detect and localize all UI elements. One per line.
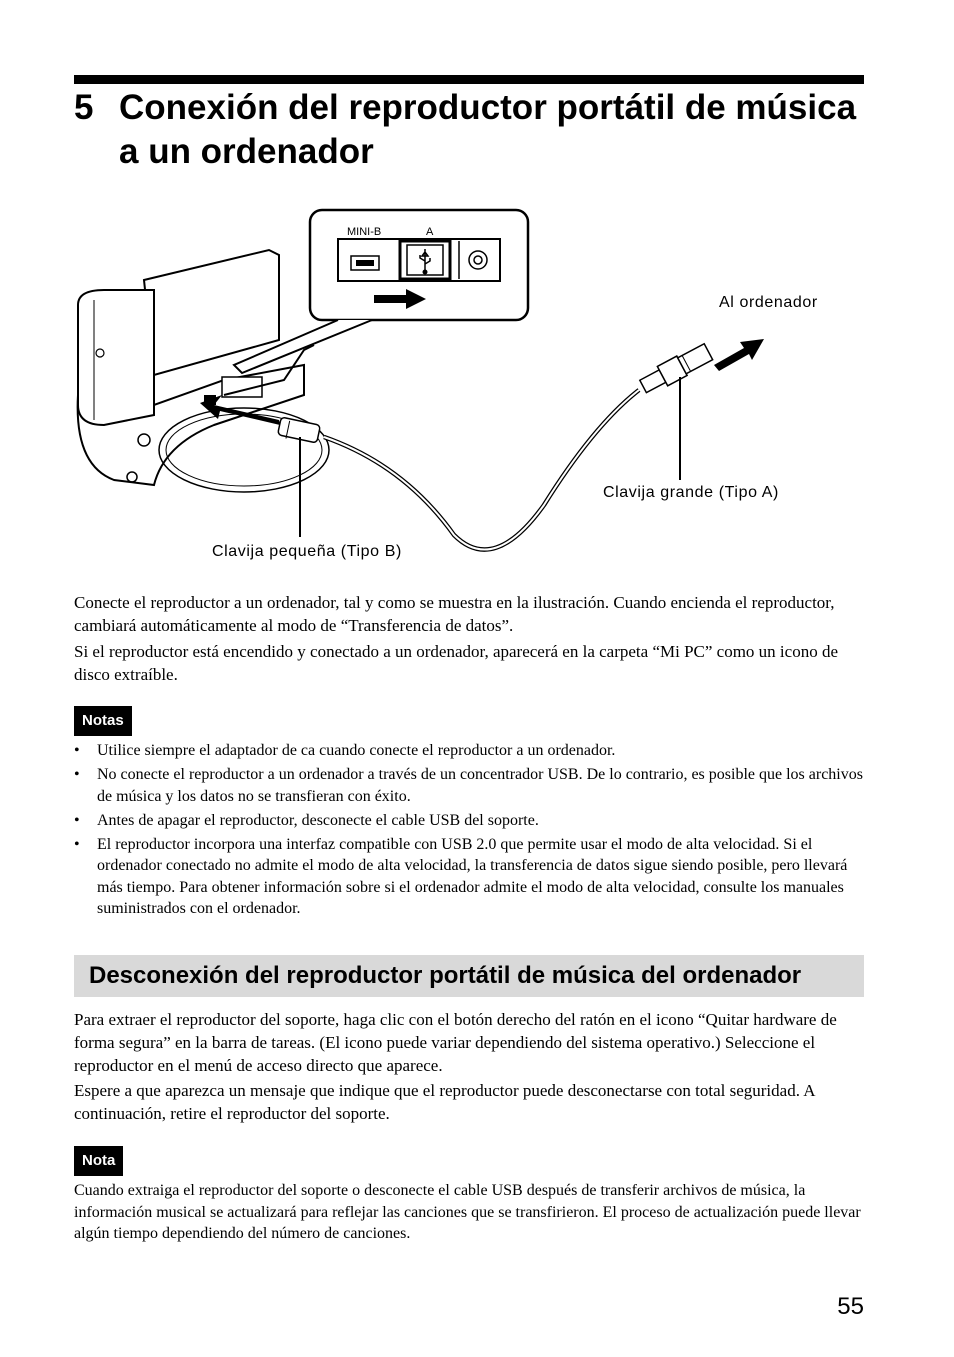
connection-illustration xyxy=(74,205,864,575)
intro-paragraph-2: Si el reproductor está encendido y conectado a un ordenador, aparecerá en la carpeta “Mi PC” como un icono de disco extraíble. xyxy=(74,642,838,684)
label-to-computer: Al ordenador xyxy=(719,294,818,311)
section-paragraph-1: Para extraer el reproductor del soporte, haga clic con el botón derecho del ratón en el icono “Quitar hardware de forma segura” en la barra de tareas. (El icono puede variar dependiendo del sistema operativo.) Seleccione el reproductor en el menú de acceso directo que aparece. xyxy=(74,1010,837,1075)
large-plug xyxy=(638,342,714,396)
note-text: No conecte el reproductor a un ordenador a través de un concentrador USB. De lo contrario, es posible que los archivos de música y los datos no se transfieran con éxito. xyxy=(97,766,863,805)
label-small-plug: Clavija pequeña (Tipo B) xyxy=(212,543,402,560)
page-number: 55 xyxy=(837,1293,864,1320)
chapter-title-text: Conexión del reproductor portátil de música a un ordenador xyxy=(119,88,857,171)
list-item xyxy=(74,810,874,832)
label-large-plug: Clavija grande (Tipo A) xyxy=(603,484,779,501)
bullet: • xyxy=(74,835,80,853)
bullet: • xyxy=(74,742,80,759)
intro-paragraph-1: Conecte el reproductor a un ordenador, tal y como se muestra en la ilustración. Cuando encienda el reproductor, cambiará automáticamente al modo de “Transferencia de datos”. xyxy=(74,593,835,635)
note-text: Antes de apagar el reproductor, desconecte el cable USB del soporte. xyxy=(97,811,539,829)
notes-tag: Notas xyxy=(74,706,132,736)
top-rule xyxy=(74,75,864,84)
to-computer-arrow-icon xyxy=(714,339,764,371)
list-item xyxy=(74,764,874,807)
note-text: El reproductor incorpora una interfaz compatible con USB 2.0 que permite usar el modo de alta velocidad. Si el ordenador conectado no admite el modo de alta velocidad, la transferencia de datos sigue siendo posible, pero llevará más tiempo. Para obtener información sobre si el ordenador admite el modo de alta velocidad, consulte los manuales suministrados con el ordenador. xyxy=(97,835,848,917)
section-paragraph-2: Espere a que aparezca un mensaje que indique que el reproductor puede desconectarse con total seguridad. A continuación, retire el reproductor del soporte. xyxy=(74,1081,815,1123)
list-item xyxy=(74,740,874,762)
bullet: • xyxy=(74,766,80,783)
port-label-a: A xyxy=(426,226,434,238)
usb-cable xyxy=(324,390,639,550)
note-text: Utilice siempre el adaptador de ca cuando conecte el reproductor a un ordenador. xyxy=(97,742,616,759)
note-tag: Nota xyxy=(74,1146,123,1176)
section-heading-bar xyxy=(74,955,864,997)
section-title: Desconexión del reproductor portátil de música del ordenador xyxy=(89,962,802,989)
bullet: • xyxy=(74,811,80,829)
notes-list xyxy=(74,740,874,922)
port-label-minib: MINI-B xyxy=(347,226,382,238)
note-paragraph: Cuando extraiga el reproductor del soporte o desconecte el cable USB después de transferir archivos de música, la información musical se actualizará para reflejar las canciones que se transfirieron. El proceso de actualización puede llevar algún tiempo dependiendo del número de canciones. xyxy=(74,1182,861,1242)
chapter-number: 5 xyxy=(74,88,94,127)
list-item xyxy=(74,834,874,920)
